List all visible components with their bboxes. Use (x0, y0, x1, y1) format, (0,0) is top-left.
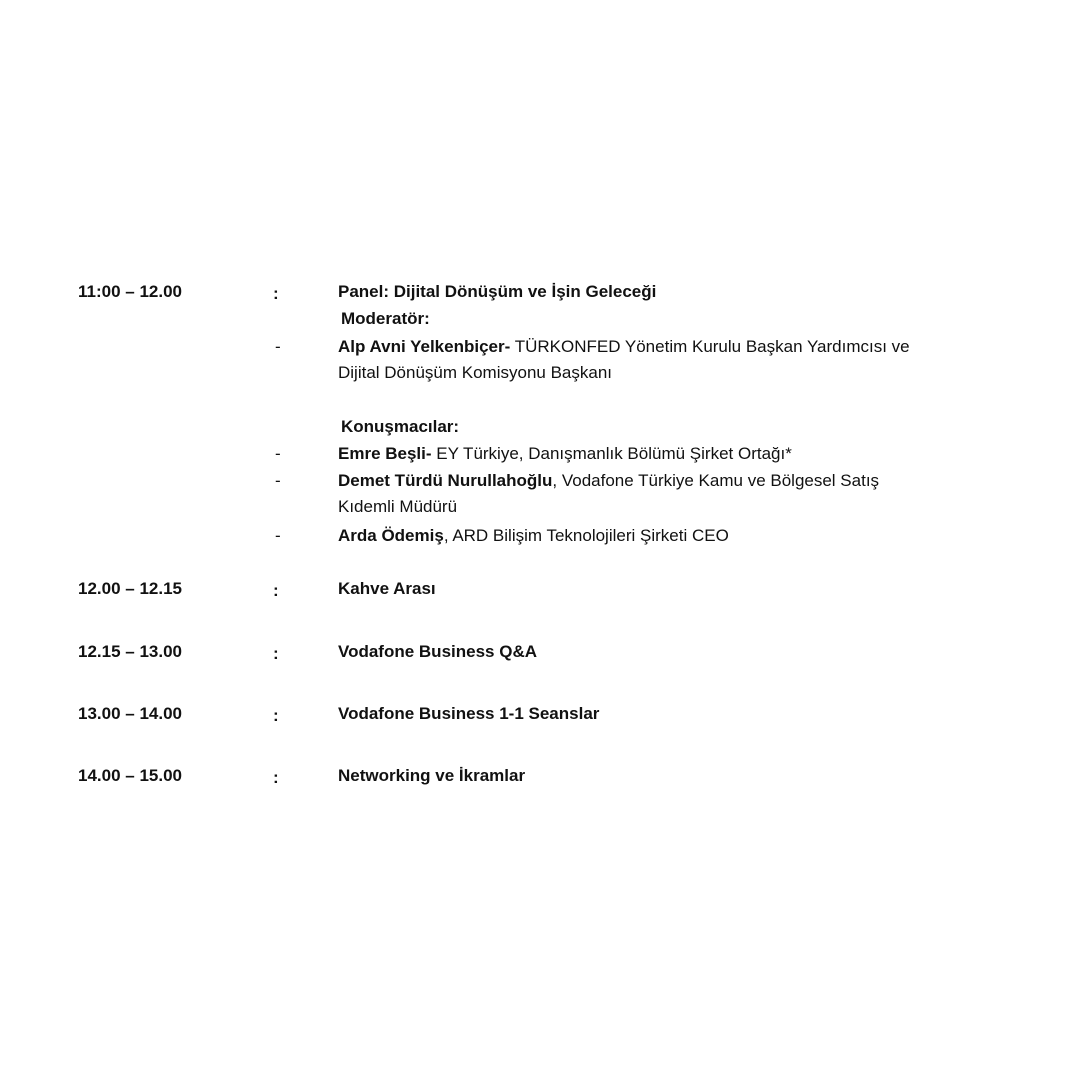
speaker-role: , ARD Bilişim Teknolojileri Şirketi CEO (443, 526, 729, 545)
panel-title: Panel: Dijital Dönüşüm ve İşin Geleceği (338, 282, 657, 301)
session-colon: : (273, 644, 279, 663)
speaker-name: Arda Ödemiş (338, 526, 444, 545)
speaker-name: Emre Beşli- (338, 444, 432, 463)
session-colon: : (273, 768, 279, 787)
session-title: Kahve Arası (338, 579, 436, 598)
speaker-dash: - (275, 471, 281, 490)
session-time: 13.00 – 14.00 (78, 704, 182, 723)
panel-colon: : (273, 284, 279, 303)
speakers-heading: Konuşmacılar: (341, 417, 460, 436)
session-title: Vodafone Business Q&A (338, 642, 537, 661)
moderator-role-cont: Dijital Dönüşüm Komisyonu Başkanı (338, 363, 613, 382)
speaker-dash: - (275, 444, 281, 463)
moderator-name: Alp Avni Yelkenbiçer- (338, 337, 511, 356)
speaker-name: Demet Türdü Nurullahoğlu (338, 471, 553, 490)
speaker-line (338, 470, 879, 492)
speaker-role: EY Türkiye, Danışmanlık Bölümü Şirket Ortağı* (431, 444, 792, 463)
moderator-line (338, 336, 910, 358)
moderator-dash: - (275, 337, 281, 356)
speaker-role: , Vodafone Türkiye Kamu ve Bölgesel Satış (552, 471, 880, 490)
panel-time: 11:00 – 12.00 (78, 282, 182, 301)
session-time: 14.00 – 15.00 (78, 766, 182, 785)
session-title: Networking ve İkramlar (338, 766, 526, 785)
moderator-role: TÜRKONFED Yönetim Kurulu Başkan Yardımcısı ve (510, 337, 910, 356)
speaker-dash: - (275, 526, 281, 545)
session-colon: : (273, 581, 279, 600)
moderator-heading: Moderatör: (341, 309, 430, 328)
session-time: 12.00 – 12.15 (78, 579, 182, 598)
session-title: Vodafone Business 1-1 Seanslar (338, 704, 600, 723)
session-time: 12.15 – 13.00 (78, 642, 182, 661)
speaker-line (338, 525, 729, 547)
session-colon: : (273, 706, 279, 725)
speaker-line (338, 443, 792, 465)
speaker-role-cont: Kıdemli Müdürü (338, 497, 458, 516)
